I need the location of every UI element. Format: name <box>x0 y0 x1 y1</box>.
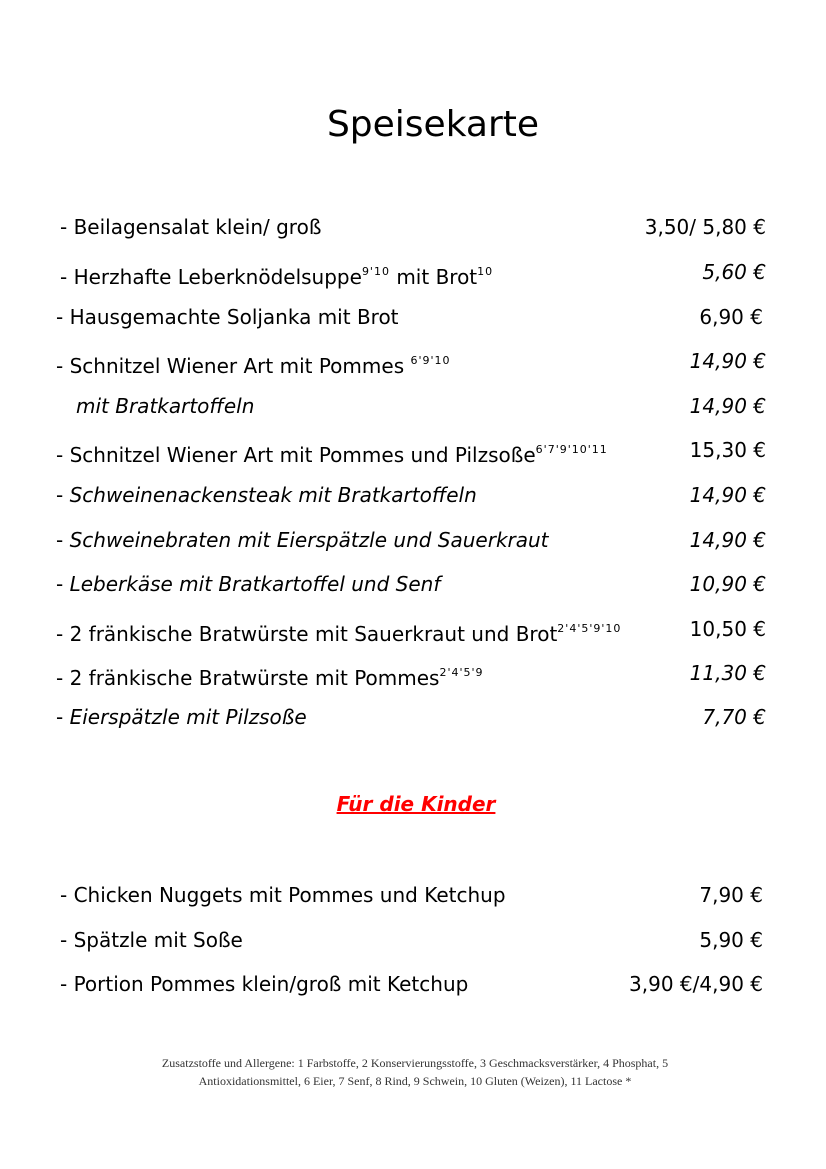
menu-item-price: 7,70 € <box>702 705 766 729</box>
menu-item-price: 5,90 € <box>699 928 763 952</box>
menu-item <box>0 435 826 465</box>
menu-item-price: 11,30 € <box>689 661 766 685</box>
menu-item <box>0 525 826 555</box>
menu-item <box>0 480 826 510</box>
menu-item-price: 14,90 € <box>689 349 766 373</box>
footnote-line: Antioxidationsmittel, 6 Eier, 7 Senf, 8 Rind, 9 Schwein, 10 Gluten (Weizen), 11 Lactose * <box>198 1074 632 1088</box>
allergen-codes: 6'7'9'10'11 <box>535 443 608 456</box>
kids-menu-item <box>0 925 826 955</box>
menu-item <box>0 702 826 732</box>
menu-item-name: mit Bratkartoffeln <box>76 394 255 418</box>
allergen-codes: 9'10 <box>361 265 390 278</box>
allergen-codes: 10 <box>477 265 494 278</box>
menu-item-name: - Eierspätzle mit Pilzsoße <box>56 705 307 729</box>
menu-item <box>0 346 826 376</box>
menu-item-name: - 2 fränkische Bratwürste mit Pommes$^{2'4'5'9}$ <box>56 666 484 690</box>
menu-item-name: - Schweinenackensteak mit Bratkartoffeln <box>56 483 477 507</box>
menu-item <box>0 212 826 242</box>
menu-item-name: - Spätzle mit Soße <box>60 928 243 952</box>
menu-item <box>0 658 826 688</box>
menu-item-name: - Portion Pommes klein/groß mit Ketchup <box>60 972 469 996</box>
menu-item-price: 3,90 €/4,90 € <box>629 972 763 996</box>
menu-item-name: - Beilagensalat klein/ groß <box>60 215 322 239</box>
kids-menu-item <box>0 969 826 999</box>
menu-item-name: - Hausgemachte Soljanka mit Brot <box>56 305 399 329</box>
menu-item-price: 6,90 € <box>699 305 763 329</box>
menu-item <box>0 302 826 332</box>
menu-item-price: 5,60 € <box>702 260 766 284</box>
page-title: Speisekarte <box>326 104 540 145</box>
menu-item-price: 14,90 € <box>689 394 766 418</box>
kids-menu-item <box>0 880 826 910</box>
kids-section-heading: Für die Kinder <box>336 792 496 816</box>
menu-item-name: - Schnitzel Wiener Art mit Pommes $^{6'9'10}$ <box>56 354 451 378</box>
menu-item-name: - Herzhafte Leberknödelsuppe$^{9'10}$ mit Brot$^{10}$ <box>60 265 494 289</box>
menu-item-price: 10,50 € <box>689 617 766 641</box>
allergen-codes: 6'9'10 <box>410 354 451 367</box>
menu-item <box>0 614 826 644</box>
menu-item-price: 14,90 € <box>689 528 766 552</box>
menu-item-price: 14,90 € <box>689 483 766 507</box>
menu-item <box>0 569 826 599</box>
menu-item-name: - 2 fränkische Bratwürste mit Sauerkraut und Brot$^{2'4'5'9'10}$ <box>56 622 622 646</box>
menu-item <box>0 257 826 287</box>
menu-item-name: - Schweinebraten mit Eierspätzle und Sauerkraut <box>56 528 549 552</box>
menu-item-price: 10,90 € <box>689 572 766 596</box>
allergen-codes: 2'4'5'9 <box>439 666 484 679</box>
menu-item-price: 15,30 € <box>689 438 766 462</box>
menu-item-name: - Leberkäse mit Bratkartoffel und Senf <box>56 572 441 596</box>
menu-item-price: 3,50/ 5,80 € <box>644 215 766 239</box>
menu-item-price: 7,90 € <box>699 883 763 907</box>
menu-item-name: - Schnitzel Wiener Art mit Pommes und Pilzsoße$^{6'7'9'10'11}$ <box>56 443 608 467</box>
allergen-footnote <box>100 1054 730 1090</box>
menu-item <box>0 391 826 421</box>
allergen-codes: 2'4'5'9'10 <box>557 622 622 635</box>
footnote-line: Zusatzstoffe und Allergene: 1 Farbstoffe, 2 Konservierungsstoffe, 3 Geschmacksverstärker, 4 Phosphat, 5 <box>161 1056 669 1070</box>
menu-item-name: - Chicken Nuggets mit Pommes und Ketchup <box>60 883 506 907</box>
